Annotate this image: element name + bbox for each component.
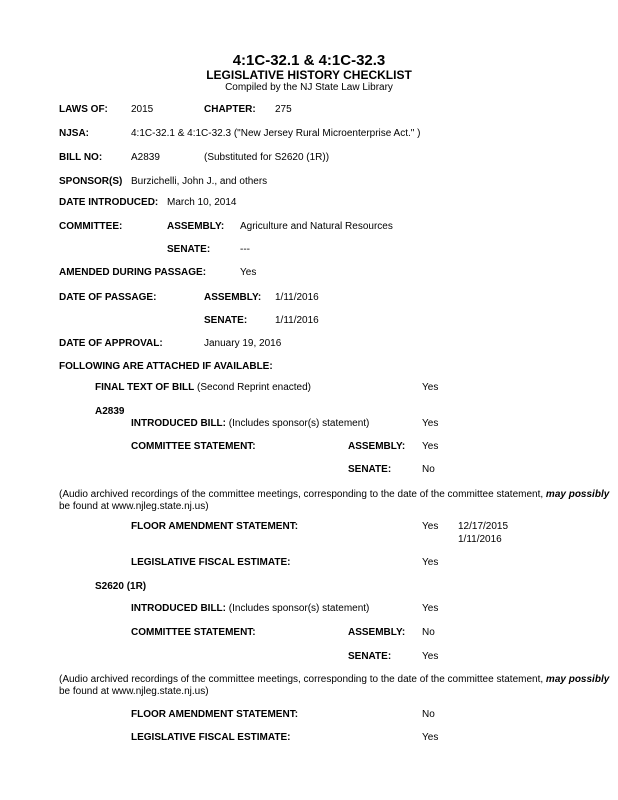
committee-senate-value: --- bbox=[240, 244, 250, 255]
a2839-floor-label: FLOOR AMENDMENT STATEMENT: bbox=[131, 521, 299, 532]
s2620-heading: S2620 (1R) bbox=[95, 581, 147, 592]
attached-heading: FOLLOWING ARE ATTACHED IF AVAILABLE: bbox=[59, 361, 273, 372]
passage-senate-value: 1/11/2016 bbox=[275, 315, 319, 326]
njsa-label: NJSA: bbox=[59, 128, 90, 139]
s2620-introduced-row bbox=[131, 603, 369, 615]
page-title: 4:1C-32.1 & 4:1C-32.3 bbox=[232, 52, 386, 69]
amended-label: AMENDED DURING PASSAGE: bbox=[59, 267, 207, 278]
bill-no-note: (Substituted for S2620 (1R)) bbox=[204, 152, 330, 163]
a2839-assembly-value: Yes bbox=[422, 441, 439, 452]
final-text-value: Yes bbox=[422, 382, 439, 393]
s2620-floor-value: No bbox=[422, 709, 435, 720]
a2839-audio-post: be found at www.njleg.state.nj.us) bbox=[59, 501, 209, 512]
s2620-committee-label: COMMITTEE STATEMENT: bbox=[131, 627, 256, 638]
committee-assembly-label: ASSEMBLY: bbox=[167, 221, 225, 232]
a2839-senate-value: No bbox=[422, 464, 435, 475]
chapter-label: CHAPTER: bbox=[204, 104, 256, 115]
a2839-audio-line1 bbox=[59, 489, 609, 501]
date-of-passage-label: DATE OF PASSAGE: bbox=[59, 292, 157, 303]
a2839-assembly-label: ASSEMBLY: bbox=[348, 441, 406, 452]
date-introduced-value: March 10, 2014 bbox=[167, 197, 237, 208]
passage-assembly-label: ASSEMBLY: bbox=[204, 292, 262, 303]
laws-of-value: 2015 bbox=[131, 104, 154, 115]
date-of-approval-value: January 19, 2016 bbox=[204, 338, 282, 349]
page-subtitle: LEGISLATIVE HISTORY CHECKLIST bbox=[206, 68, 412, 82]
s2620-fiscal-label: LEGISLATIVE FISCAL ESTIMATE: bbox=[131, 732, 291, 743]
a2839-heading: A2839 bbox=[95, 406, 125, 417]
s2620-audio-em: may possibly bbox=[545, 674, 610, 685]
s2620-introduced-note: (Includes sponsor(s) statement) bbox=[228, 603, 370, 614]
final-text-note: (Second Reprint enacted) bbox=[197, 382, 312, 393]
s2620-assembly-label: ASSEMBLY: bbox=[348, 627, 406, 638]
a2839-introduced-note: (Includes sponsor(s) statement) bbox=[228, 418, 370, 429]
a2839-introduced-row bbox=[131, 418, 369, 430]
final-text-label: FINAL TEXT OF BILL bbox=[95, 382, 195, 393]
a2839-floor-date1: 12/17/2015 bbox=[458, 521, 509, 532]
s2620-floor-label: FLOOR AMENDMENT STATEMENT: bbox=[131, 709, 299, 720]
s2620-audio-line1 bbox=[59, 674, 609, 686]
a2839-floor-value: Yes bbox=[422, 521, 439, 532]
sponsor-label: SPONSOR(S) bbox=[59, 176, 123, 187]
laws-of-label: LAWS OF: bbox=[59, 104, 108, 115]
s2620-introduced-value: Yes bbox=[422, 603, 439, 614]
amended-value: Yes bbox=[240, 267, 257, 278]
date-introduced-label: DATE INTRODUCED: bbox=[59, 197, 159, 208]
committee-assembly-value: Agriculture and Natural Resources bbox=[240, 221, 393, 232]
compiled-by: Compiled by the NJ State Law Library bbox=[225, 82, 393, 93]
s2620-senate-value: Yes bbox=[422, 651, 439, 662]
a2839-floor-date2: 1/11/2016 bbox=[458, 534, 502, 545]
a2839-audio-pre: (Audio archived recordings of the committee meetings, corresponding to the date of the committee statement, bbox=[59, 489, 544, 500]
njsa-value: 4:1C-32.1 & 4:1C-32.3 ("New Jersey Rural Microenterprise Act." ) bbox=[131, 128, 421, 139]
s2620-fiscal-value: Yes bbox=[422, 732, 439, 743]
s2620-audio-post: be found at www.njleg.state.nj.us) bbox=[59, 686, 209, 697]
s2620-introduced-label: INTRODUCED BILL: bbox=[131, 603, 226, 614]
sponsor-value: Burzichelli, John J., and others bbox=[131, 176, 268, 187]
a2839-senate-label: SENATE: bbox=[348, 464, 392, 475]
bill-no-value: A2839 bbox=[131, 152, 160, 163]
date-of-approval-label: DATE OF APPROVAL: bbox=[59, 338, 163, 349]
a2839-introduced-label: INTRODUCED BILL: bbox=[131, 418, 226, 429]
a2839-introduced-value: Yes bbox=[422, 418, 439, 429]
final-text-row bbox=[95, 382, 311, 394]
committee-label: COMMITTEE: bbox=[59, 221, 123, 232]
bill-no-label: BILL NO: bbox=[59, 152, 103, 163]
a2839-fiscal-value: Yes bbox=[422, 557, 439, 568]
s2620-assembly-value: No bbox=[422, 627, 435, 638]
s2620-senate-label: SENATE: bbox=[348, 651, 392, 662]
committee-senate-label: SENATE: bbox=[167, 244, 211, 255]
a2839-audio-em: may possibly bbox=[545, 489, 610, 500]
a2839-committee-label: COMMITTEE STATEMENT: bbox=[131, 441, 256, 452]
passage-senate-label: SENATE: bbox=[204, 315, 248, 326]
passage-assembly-value: 1/11/2016 bbox=[275, 292, 319, 303]
a2839-fiscal-label: LEGISLATIVE FISCAL ESTIMATE: bbox=[131, 557, 291, 568]
chapter-value: 275 bbox=[275, 104, 292, 115]
s2620-audio-pre: (Audio archived recordings of the committee meetings, corresponding to the date of the committee statement, bbox=[59, 674, 544, 685]
